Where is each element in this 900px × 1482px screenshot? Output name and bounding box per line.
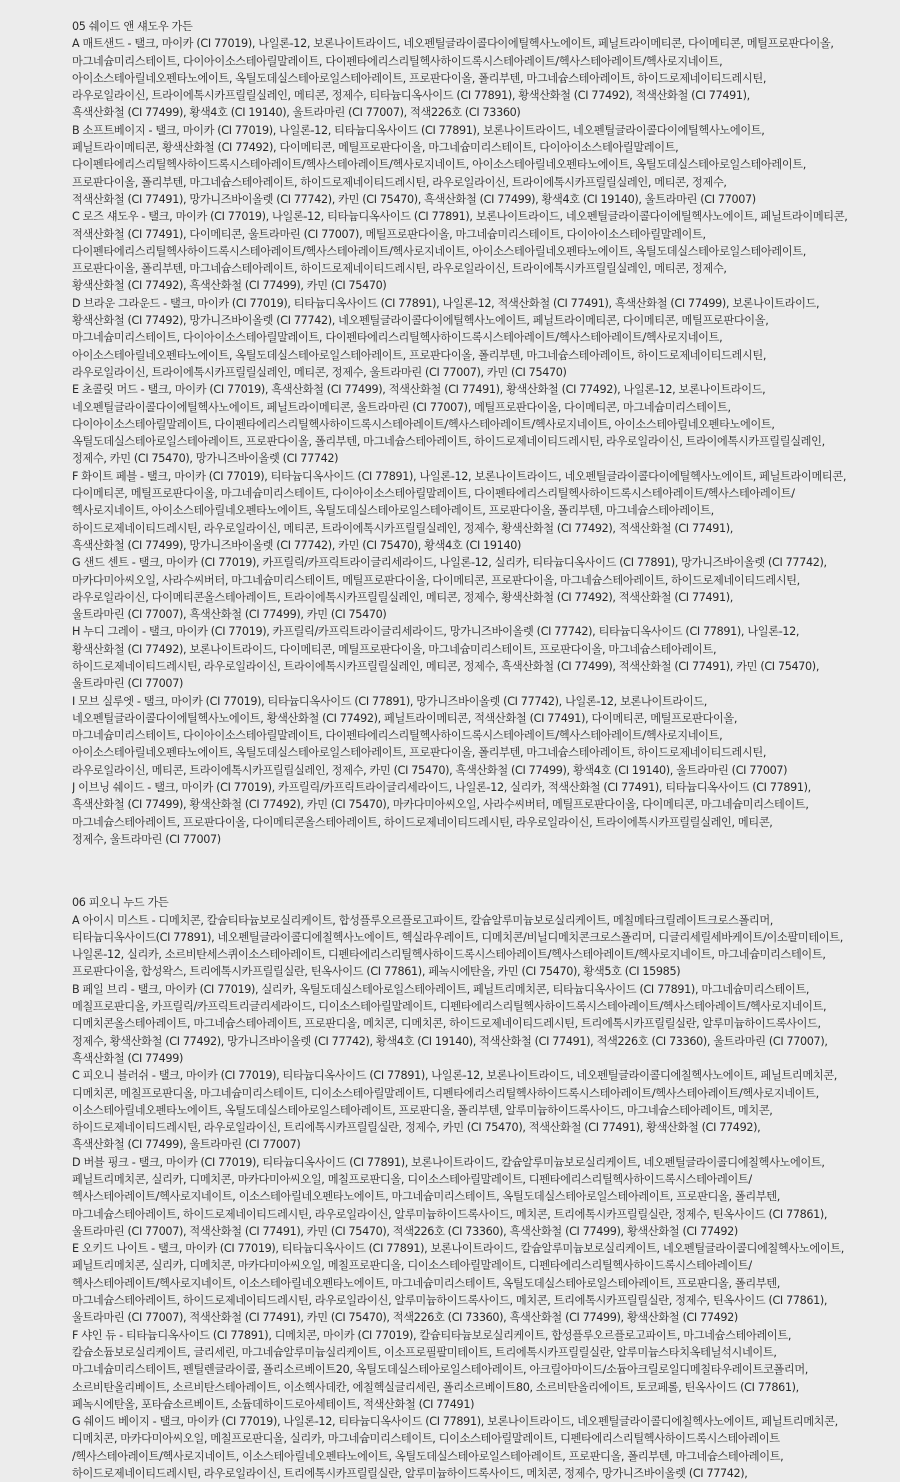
shade-entry [72, 779, 892, 848]
shade-entry [72, 981, 892, 1067]
section-title: 06 피오니 누드 가든 [72, 896, 169, 910]
ingredient-line: 페닐트라이메티콘, 황색산화철 (CI 77492), 다이메티콘, 메틸프로판다이올, 마그네슘미리스테이트, 다이아이소스테아릴말레이트, [72, 141, 679, 155]
ingredient-line: B 소프트베이지 - 탤크, 마이카 (CI 77019), 나일론-12, 티타늄디옥사이드 (CI 77891), 보론나이트라이드, 네오펜틸글라이콜다이에틸헥사노에이트, [72, 123, 765, 137]
ingredient-line: F 샤인 듀 - 티타늄디옥사이드 (CI 77891), 디메치콘, 마이카 (CI 77019), 칼슘티타늄보로실리케이트, 합성플루오르플로고파이트, 마그네슘스테아레이트, [72, 1328, 792, 1342]
ingredient-line: A 아이시 미스트 - 디메치콘, 칼슘티타늄보로실리케이트, 합성플루오르플로고파이트, 칼슘알루미늄보로실리케이트, 메칠메타크릴레이트크로스폴리머, [72, 913, 774, 927]
ingredient-line: 디메치콘올스테아레이트, 마그네슘스테아레이트, 프로판디올, 메치콘, 디메치콘, 하이드로제네이티드레시틴, 트리에톡시카프릴릴실란, 알루미늄하이드록사이드, [72, 1017, 821, 1031]
ingredient-line: 디메치콘, 메칠프로판디올, 마그네슘미리스테이트, 디이소스테아릴말레이트, 디펜타에리스리틸헥사하이드록시스테아레이트/헥사스테아레이트/헥사로지네이트, [72, 1086, 819, 1100]
ingredient-line: 프로판다이올, 폴리부텐, 마그네슘스테아레이트, 하이드로제네이티드레시틴, 라우로일라이신, 트라이에톡시카프릴릴실레인, 메티콘, 정제수, [72, 175, 727, 189]
ingredient-line: 흑색산화철 (CI 77499), 망가니즈바이올렛 (CI 77742), 카민 (CI 75470), 황색4호 (CI 19140) [72, 538, 522, 552]
ingredient-line: /헥사스테아레이트/헥사로지네이트, 이소스테아릴네오펜타노에이트, 옥틸도데실스테아로일스테아레이트, 프로판디올, 폴리부텐, 마그네슘스테아레이트, [72, 1449, 784, 1463]
ingredient-line: 소르비탄올리베이트, 소르비탄스테아레이트, 이소헥사데칸, 에칠헥실글리세린, 폴리소르베이트80, 소르비탄올리에이트, 토코페롤, 틴옥사이드 (CI 77861), [72, 1380, 799, 1394]
ingredient-line: 페닐트리메치콘, 실리카, 디메치콘, 마카다미아씨오일, 메칠프로판디올, 디이소스테아릴말레이트, 디펜타에리스리틸헥사하이드록시스테아레이트/ [72, 1173, 752, 1186]
ingredient-line: 다이펜타에리스리틸헥사하이드록시스테아레이트/헥사스테아레이트/헥사로지네이트, 아이소스테아릴네오펜타노에이트, 옥틸도데실스테아로일스테아레이트, [72, 244, 806, 258]
ingredient-line: I 모브 실루엣 - 탤크, 마이카 (CI 77019), 티타늄디옥사이드 (CI 77891), 망가니즈바이올렛 (CI 77742), 나일론-12, 보론나이트라이드, [72, 694, 707, 708]
ingredient-line: 황색산화철 (CI 77492), 흑색산화철 (CI 77499), 카민 (CI 75470) [72, 279, 387, 293]
ingredient-line: 아이소스테아릴네오펜타노에이트, 옥틸도데실스테아로일스테아레이트, 프로판다이올, 폴리부텐, 마그네슘스테아레이트, 하이드로제네이티드레시틴, [72, 348, 767, 362]
ingredient-line: 헥사스테아레이트/헥사로지네이트, 이소스테아릴네오펜타노에이트, 마그네슘미리스테이트, 옥틸도데실스테아로일스테아레이트, 프로판디올, 폴리부텐, [72, 1276, 780, 1290]
ingredient-line: A 매트샌드 - 탤크, 마이카 (CI 77019), 나일론-12, 보론나이트라이드, 네오펜틸글라이콜다이에틸헥사노에이트, 페닐트라이메티콘, 다이메티콘, 메틸프로판다이올, [72, 37, 834, 51]
ingredient-line: 흑색산화철 (CI 77499) [72, 1051, 183, 1065]
ingredient-line: 라우로일라이신, 트라이에톡시카프릴릴실레인, 메티콘, 정제수, 울트라마린 (CI 77007), 카민 (CI 75470) [72, 365, 567, 379]
ingredient-line: 라우로일라이신, 메티콘, 트라이에톡시카프릴릴실레인, 정제수, 카민 (CI 75470), 흑색산화철 (CI 77499), 황색4호 (CI 19140), 울트라마린 (CI 77007) [72, 763, 788, 777]
ingredient-line: 황색산화철 (CI 77492), 보론나이트라이드, 다이메티콘, 메틸프로판다이올, 마그네슘미리스테이트, 프로판다이올, 마그네슘스테아레이트, [72, 642, 717, 656]
ingredient-line: 마그네슘미리스테이트, 다이아이소스테아릴말레이트, 다이펜타에리스리틸헥사하이드록시스테아레이트/헥사스테아레이트/헥사로지네이트, [72, 54, 723, 68]
ingredient-line: 울트라마린 (CI 77007) [72, 677, 183, 691]
ingredient-line: 옥틸도데실스테아로일스테아레이트, 프로판다이올, 폴리부텐, 마그네슘스테아레이트, 하이드로제네이티드레시틴, 라우로일라이신, 트라이에톡시카프릴릴실레인, [72, 435, 825, 449]
ingredient-line: 페닐트리메치콘, 실리카, 디메치콘, 마카다미아씨오일, 메칠프로판디올, 디이소스테아릴말레이트, 디펜타에리스리틸헥사하이드록시스테아레이트/ [72, 1259, 752, 1273]
ingredient-section [72, 894, 892, 1482]
ingredient-line: 울트라마린 (CI 77007), 적색산화철 (CI 77491), 카민 (CI 75470), 적색226호 (CI 73360), 흑색산화철 (CI 77499), 황색산화철 (CI 77492) [72, 1311, 738, 1325]
ingredient-line: 헥사스테아레이트/헥사로지네이트, 이소스테아릴네오펜타노에이트, 마그네슘미리스테이트, 옥틸도데실스테아로일스테아레이트, 프로판디올, 폴리부텐, [72, 1190, 780, 1204]
ingredient-line: G 쉐이드 베이지 - 탤크, 마이카 (CI 77019), 나일론-12, 티타늄디옥사이드 (CI 77891), 보론나이트라이드, 네오펜틸글라이콜디에칠헥사노에이트, 페닐트리메치콘, [72, 1415, 838, 1429]
shade-entry [72, 1154, 892, 1240]
shade-entry [72, 693, 892, 779]
ingredient-line: 마그네슘스테아레이트, 하이드로제네이티드레시틴, 라우로일라이신, 알루미늄하이드록사이드, 메치콘, 트리에톡시카프릴릴실란, 정제수, 틴옥사이드 (CI 77861), [72, 1294, 828, 1308]
ingredient-line: 흑색산화철 (CI 77499), 황색4호 (CI 19140), 울트라마린 (CI 77007), 적색226호 (CI 73360) [72, 106, 521, 120]
ingredient-line: 마그네슘스테아레이트, 프로판다이올, 다이메티콘올스테아레이트, 하이드로제네이티드레시틴, 라우로일라이신, 트라이에톡시카프릴릴실레인, 메티콘, [72, 815, 773, 829]
ingredient-line: 헥사로지네이트, 아이소스테아릴네오펜타노에이트, 옥틸도데실스테아로일스테아레이트, 프로판다이올, 폴리부텐, 마그네슘스테아레이트, [72, 504, 714, 518]
ingredient-line: 네오펜틸글라이콜다이에틸헥사노에이트, 페닐트라이메티콘, 울트라마린 (CI 77007), 메틸프로판다이올, 다이메티콘, 마그네슘미리스테이트, [72, 400, 731, 414]
ingredient-line: 디메치콘, 마카다미아씨오일, 메칠프로판디올, 실리카, 마그네슘미리스테이트, 디이소스테아릴말레이트, 디펜타에리스리틸헥사하이드록시스테아레이트 [72, 1432, 780, 1446]
shade-entry [72, 381, 892, 467]
ingredient-line: F 화이트 페블 - 탤크, 마이카 (CI 77019), 티타늄디옥사이드 (CI 77891), 나일론-12, 보론나이트라이드, 네오펜틸글라이콜다이에틸헥사노에이트, 페닐트라이메티콘, [72, 469, 847, 483]
ingredient-line: 마그네슘미리스테이트, 다이아이소스테아릴말레이트, 다이펜타에리스리틸헥사하이드록시스테아레이트/헥사스테아레이트/헥사로지네이트, [72, 729, 723, 743]
ingredient-line: H 누디 그레이 - 탤크, 마이카 (CI 77019), 카프릴릭/카프릭트라이글리세라이드, 망가니즈바이올렛 (CI 77742), 티타늄디옥사이드 (CI 77891), 나일론-12, [72, 625, 800, 639]
ingredient-line: 하이드로제네이티드레시틴, 라우로일라이신, 트리에톡시카프릴릴실란, 정제수, 카민 (CI 75470), 적색산화철 (CI 77491), 황색산화철 (CI 77492), [72, 1121, 761, 1135]
ingredient-line: 다이펜타에리스리틸헥사하이드록시스테아레이트/헥사스테아레이트/헥사로지네이트, 아이소스테아릴네오펜타노에이트, 옥틸도데실스테아로일스테아레이트, [72, 158, 806, 172]
ingredient-line: D 브라운 그라운드 - 탤크, 마이카 (CI 77019), 티타늄디옥사이드 (CI 77891), 나일론-12, 적색산화철 (CI 77491), 흑색산화철 (CI 77499), 보론나이트라이드, [72, 296, 820, 310]
shade-entry [72, 122, 892, 208]
ingredient-line: D 버블 핑크 - 탤크, 마이카 (CI 77019), 티타늄디옥사이드 (CI 77891), 보론나이트라이드, 칼슘알루미늄보로실리케이트, 네오펜틸글라이콜디에칠헥사노에이트, [72, 1155, 825, 1169]
shade-entry [72, 1067, 892, 1153]
ingredient-line: 하이드로제네이티드레시틴, 라우로일라이신, 트라이에톡시카프릴릴실레인, 메티콘, 정제수, 흑색산화철 (CI 77499), 적색산화철 (CI 77491), 카민 (CI 75470), [72, 659, 820, 673]
ingredient-line: 마그네슘미리스테이트, 다이아이소스테아릴말레이트, 다이펜타에리스리틸헥사하이드록시스테아레이트/헥사스테아레이트/헥사로지네이트, [72, 331, 723, 345]
ingredient-line: 나일론-12, 실리카, 소르비탄세스퀴이소스테아레이트, 디펜타에리스리틸헥사하이드록시스테아레이트/헥사스테아레이트/헥사로지네이트, 마그네슘미리스테이트, [72, 948, 826, 962]
ingredient-line: 칼슘소듐보로실리케이트, 글리세린, 마그네슘알루미늄실리케이트, 이소프로필팔미테이트, 트리에톡시카프릴릴실란, 알루미늄스타치옥테닐석시네이트, [72, 1345, 777, 1359]
ingredient-line: 메칠프로판디올, 카프릴릭/카프릭트리글리세라이드, 디이소스테아릴말레이트, 디펜타에리스리틸헥사하이드록시스테아레이트/헥사스테아레이트/헥사로지네이트, [72, 1000, 827, 1014]
ingredient-line: 적색산화철 (CI 77491), 다이메티콘, 울트라마린 (CI 77007), 메틸프로판다이올, 마그네슘미리스테이트, 다이아이소스테아릴말레이트, [72, 227, 706, 241]
ingredient-section [72, 18, 892, 848]
ingredient-line: 라우로일라이신, 다이메티콘올스테아레이트, 트라이에톡시카프릴릴실레인, 메티콘, 정제수, 황색산화철 (CI 77492), 적색산화철 (CI 77491), [72, 590, 734, 604]
ingredient-line: E 오키드 나이트 - 탤크, 마이카 (CI 77019), 티타늄디옥사이드 (CI 77891), 보론나이트라이드, 칼슘알루미늄보로실리케이트, 네오펜틸글라이콜디에칠헥사노에이트, [72, 1242, 844, 1256]
ingredient-line: J 이브닝 쉐이드 - 탤크, 마이카 (CI 77019), 카프릴릭/카프릭트라이글리세라이드, 나일론-12, 실리카, 적색산화철 (CI 77491), 티타늄디옥사이드 (CI 77891), [72, 781, 811, 795]
ingredient-line: 하이드로제네이티드레시틴, 라우로일라이신, 트리에톡시카프릴릴실란, 알루미늄하이드록사이드, 메치콘, 정제수, 망가니즈바이올렛 (CI 77742), [72, 1467, 748, 1481]
ingredient-line: 정제수, 카민 (CI 75470), 망가니즈바이올렛 (CI 77742) [72, 452, 339, 466]
shade-entry [72, 912, 892, 981]
ingredient-line: 아이소스테아릴네오펜타노에이트, 옥틸도데실스테아로일스테아레이트, 프로판다이올, 폴리부텐, 마그네슘스테아레이트, 하이드로제네이티드레시틴, [72, 71, 767, 85]
shade-entry [72, 35, 892, 121]
shade-entry [72, 1327, 892, 1413]
section-title: 05 쉐이드 앤 섀도우 가든 [72, 20, 193, 33]
ingredient-line: 흑색산화철 (CI 77499), 울트라마린 (CI 77007) [72, 1138, 301, 1152]
ingredient-line: 하이드로제네이티드레시틴, 라우로일라이신, 메티콘, 트라이에톡시카프릴릴실레인, 정제수, 황색산화철 (CI 77492), 적색산화철 (CI 77491), [72, 521, 734, 535]
ingredient-line: 정제수, 황색산화철 (CI 77492), 망가니즈바이올렛 (CI 77742), 황색4호 (CI 19140), 적색산화철 (CI 77491), 적색226호 (CI 73360), 울트라마린 (CI 77007), [72, 1034, 828, 1048]
ingredient-line: 정제수, 울트라마린 (CI 77007) [72, 832, 221, 846]
ingredient-line: 다이아이소스테아릴말레이트, 다이펜타에리스리틸헥사하이드록시스테아레이트/헥사스테아레이트/헥사로지네이트, 아이소스테아릴네오펜타노에이트, [72, 417, 775, 431]
ingredients-document [72, 18, 892, 1482]
ingredient-line: 페녹시에탄올, 포타슘소르베이트, 소듐데하이드로아세테이트, 적색산화철 (CI 77491) [72, 1397, 475, 1411]
ingredient-line: B 페일 브리 - 탤크, 마이카 (CI 77019), 실리카, 옥틸도데실스테아로일스테아레이트, 페닐트리메치콘, 티타늄디옥사이드 (CI 77891), 마그네슘미리스테이트, [72, 982, 810, 996]
ingredient-line: E 초콜릿 머드 - 탤크, 마이카 (CI 77019), 흑색산화철 (CI 77499), 적색산화철 (CI 77491), 황색산화철 (CI 77492), 나일론-12, 보론나이트라이드, [72, 383, 766, 397]
ingredient-line: 다이메티콘, 메틸프로판다이올, 마그네슘미리스테이트, 다이아이소스테아릴말레이트, 다이펜타에리스리틸헥사하이드록시스테아레이트/헥사스테아레이트/ [72, 487, 795, 501]
sections-container [72, 18, 892, 1482]
ingredient-line: 아이소스테아릴네오펜타노에이트, 옥틸도데실스테아로일스테아레이트, 프로판다이올, 폴리부텐, 마그네슘스테아레이트, 하이드로제네이티드레시틴, [72, 746, 767, 760]
shade-entry [72, 208, 892, 294]
ingredient-line: C 로즈 섀도우 - 탤크, 마이카 (CI 77019), 나일론-12, 티타늄디옥사이드 (CI 77891), 보론나이트라이드, 네오펜틸글라이콜다이에틸헥사노에이트, 페닐트라이메티콘, [72, 210, 848, 224]
ingredient-line: 적색산화철 (CI 77491), 망가니즈바이올렛 (CI 77742), 카민 (CI 75470), 흑색산화철 (CI 77499), 황색4호 (CI 19140), 울트라마린 (CI 77007) [72, 192, 756, 206]
shade-entry [72, 1240, 892, 1326]
ingredient-line: C 피오니 블러쉬 - 탤크, 마이카 (CI 77019), 티타늄디옥사이드 (CI 77891), 나일론-12, 보론나이트라이드, 네오펜틸글라이콜디에칠헥사노에이트, 페닐트리메치콘, [72, 1069, 837, 1083]
shade-entry [72, 554, 892, 623]
shade-entry [72, 295, 892, 381]
ingredient-line: 이소스테아릴네오펜타노에이트, 옥틸도데실스테아로일스테아레이트, 프로판디올, 폴리부텐, 알루미늄하이드록사이드, 마그네슘스테아레이트, 메치콘, [72, 1103, 773, 1117]
shade-entry [72, 623, 892, 692]
shade-entry [72, 468, 892, 554]
ingredient-line: 울트라마린 (CI 77007), 흑색산화철 (CI 77499), 카민 (CI 75470) [72, 608, 387, 622]
ingredient-line: 마그네슘스테아레이트, 하이드로제네이티드레시틴, 라우로일라이신, 알루미늄하이드록사이드, 메치콘, 트리에톡시카프릴릴실란, 정제수, 틴옥사이드 (CI 77861), [72, 1207, 828, 1221]
ingredient-line: 황색산화철 (CI 77492), 망가니즈바이올렛 (CI 77742), 네오펜틸글라이콜다이에틸헥사노에이트, 페닐트라이메티콘, 다이메티콘, 메틸프로판다이올, [72, 314, 769, 328]
ingredient-line: 울트라마린 (CI 77007), 적색산화철 (CI 77491), 카민 (CI 75470), 적색226호 (CI 73360), 흑색산화철 (CI 77499), 황색산화철 (CI 77492) [72, 1224, 738, 1238]
ingredient-line: 마그네슘미리스테이트, 펜틸렌글라이콜, 폴리소르베이트20, 옥틸도데실스테아로일스테아레이트, 아크릴아마이드/소듐아크릴로일디메칠타우레이트코폴리머, [72, 1363, 808, 1377]
ingredient-line: 티타늄디옥사이드(CI 77891), 네오펜틸글라이콜디에칠헥사노에이트, 헥실라우레이트, 디메치콘/비닐디메치콘크로스폴리머, 디글리세릴세바케이트/이소팔미테이트, [72, 930, 843, 944]
ingredient-line: 라우로일라이신, 트라이에톡시카프릴릴실레인, 메티콘, 정제수, 티타늄디옥사이드 (CI 77891), 황색산화철 (CI 77492), 적색산화철 (CI 77491), [72, 89, 750, 103]
ingredient-line: 네오펜틸글라이콜다이에틸헥사노에이트, 황색산화철 (CI 77492), 페닐트라이메티콘, 적색산화철 (CI 77491), 다이메티콘, 메틸프로판다이올, [72, 711, 738, 725]
ingredient-line: 흑색산화철 (CI 77499), 황색산화철 (CI 77492), 카민 (CI 75470), 마카다미아씨오일, 사라수씨버터, 메틸프로판다이올, 다이메티콘, 마그네슘미리스테이트, [72, 798, 809, 812]
ingredient-line: 프로판다이올, 폴리부텐, 마그네슘스테아레이트, 하이드로제네이티드레시틴, 라우로일라이신, 트라이에톡시카프릴릴실레인, 메티콘, 정제수, [72, 262, 727, 276]
shade-entry [72, 1413, 892, 1482]
ingredient-line: 프로판다이올, 합성왁스, 트리에톡시카프릴릴실란, 틴옥사이드 (CI 77861), 페녹시에탄올, 카민 (CI 75470), 황색5호 (CI 15985) [72, 965, 681, 979]
ingredient-line: G 샌드 센트 - 탤크, 마이카 (CI 77019), 카프릴릭/카프릭트라이글리세라이드, 나일론-12, 실리카, 티타늄디옥사이드 (CI 77891), 망가니즈바이올렛 (CI 77742), [72, 556, 827, 570]
ingredient-line: 마카다미아씨오일, 사라수씨버터, 마그네슘미리스테이트, 메틸프로판다이올, 다이메티콘, 프로판다이올, 마그네슘스테아레이트, 하이드로제네이티드레시틴, [72, 573, 800, 587]
